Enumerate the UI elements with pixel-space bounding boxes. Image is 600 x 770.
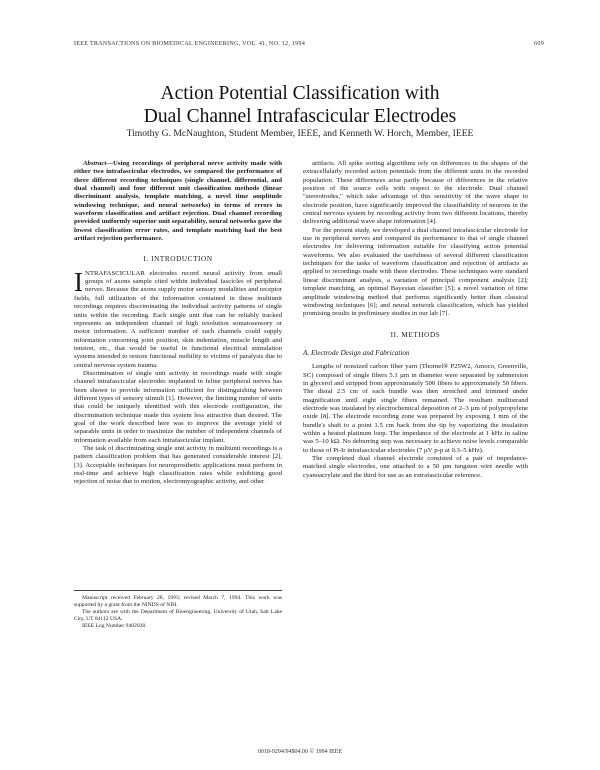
section-heading-methods: II. METHODS bbox=[390, 330, 441, 339]
left-column bbox=[74, 160, 282, 487]
intro-paragraph-1 bbox=[74, 266, 282, 370]
footnote-received: Manuscript received February 28, 1993; revised March 7, 1994. This work was supported by a grant from the NINDS of NIH. bbox=[74, 595, 282, 608]
intro-paragraph-1-text: NTRAFASCICULAR electrodes record neural activity from small groups of axons sample cited within individual fascicles of peripheral nerves. Because the axons supply motor sensory modalities and receptor fields, full utilization of the information contained in these multiunit recordings requires discriminating the individual activity patterns of single units within the recording. Each single unit that can be reliably tracked represents an independent channel of high resolution somatosensory or motor information. A sufficient number of such channels could supply information concerning joint position, skin indentation, muscle length and tension, etc., that would be useful in functional electrical stimulation systems intended to restore functional mobility to victims of paralysis due to central nervous system trauma. bbox=[74, 269, 282, 369]
page-number: 609 bbox=[534, 40, 544, 47]
section-heading-introduction: I. INTRODUCTION bbox=[143, 255, 213, 264]
intro-paragraph-2: Discrimination of single unit activity in recordings made with single channel intrafascicular electrodes implanted in feline peripheral nerves has been shown to provide information sufficient for distinguishing between different types of sensory stimuli [1]. However, the limiting number of units that could be uniquely identified with this electrode configuration, the discrimination technique made this system less attractive than desired. The goal of the work described here was to improve the average yield of separable units in order to maximize the number of independent channels of information available from each intrafascicular implant. bbox=[74, 369, 282, 444]
intro-paragraph-4: artifacts. All spike sorting algorithms rely on differences in the shapes of the extracellularly recorded action potentials from the different units in the recorded population. These differences arise partly because of differences in the relative position of the source cells with respect to the electrode. Dual channel "stereotrodes," which take advantage of this sensitivity of the wave shape to electrode position, have significantly improved the classifiability of neurons in the central nervous system by recording activity from two different locations, thereby delivering additional wave shape information [4]. bbox=[303, 160, 528, 226]
drop-cap: I bbox=[74, 266, 83, 297]
methods-paragraph-2: The completed dual channel electrode consisted of a pair of impedance-matched single electrodes, one attached to a 50 µm tungsten wire needle with cyanoacrylate and the third for use as an extrafascicular reference. bbox=[303, 455, 528, 479]
paper-title bbox=[0, 82, 600, 128]
title-line-1: Action Potential Classification with bbox=[160, 83, 440, 104]
subsection-heading-electrode-design: A. Electrode Design and Fabrication bbox=[303, 348, 410, 357]
issn-copyright-line: 0018-9294/94$04.00 © 1994 IEEE bbox=[257, 749, 343, 755]
footnote-affiliation: The authors are with the Department of Bioengineering, University of Utah, Salt Lake City, UT 84112 USA. bbox=[74, 609, 282, 622]
abstract-text: Using recordings of peripheral nerve activity made with either two intrafascicular electrodes, we compared the performance of three different recording techniques (single channel, differential, and dual channel) and four different unit classification methods (linear discriminant analysis, template matching, a novel time amplitude windowing technique, and neural networks) in terms of errors in waveform classification and artifact rejection. Dual channel recording provided uniformly superior unit separability, neural networks gave the lowest classification error rates, and template matching had the best artifact rejection performance. bbox=[74, 160, 282, 243]
abstract bbox=[74, 160, 282, 243]
footnote-log-number: IEEE Log Number 9402028. bbox=[82, 623, 147, 629]
right-column bbox=[303, 160, 528, 480]
running-head bbox=[74, 40, 544, 47]
title-line-2: Dual Channel Intrafascicular Electrodes bbox=[143, 106, 457, 127]
intro-paragraph-5: For the present study, we developed a dual channel intrafascicular electrode for use in peripheral nerves and compared its performance to that of single channel electrodes for delivering information suitable for classifying action potential waveforms. We also evaluated the usefulness of several different classification techniques for the tasks of waveform classification and rejection of artifacts as applied to recordings made with these electrodes. These techniques were standard linear discriminant analysis, a variation of principal component analysis [2]; template matching, an optimal Bayesian classifier [5]; a novel variation of time amplitude windowing method that performs significantly better than classical windowing techniques [6]; and neural network classification, which has yielded promising results in preliminary studies in our lab [7]. bbox=[303, 226, 528, 318]
abstract-label: Abstract— bbox=[83, 160, 114, 167]
author-line: Timothy G. McNaughton, Student Member, IEEE, and Kenneth W. Horch, Member, IEEE bbox=[126, 128, 474, 139]
methods-paragraph-1: Lengths of nonsized carbon fiber yarn (Thornel® P25W2, Amoco, Greenville, SC) composed of single fibers 5.1 µm in diameter were separated by submersion in glycerol and stripped from approximately 500 fibers to approximately 50 fibers. The distal 2.5 cm of each bundle was then stretched and trimmed under magnification until eight single fibers remained. The resultant multistrand electrode was insulated by electrochemical deposition of 2–3 µm of polypropylene oxide [8]. The electrode recording zone was prepared by exposing 1 mm of the bundle's shaft to a point 1.5 cm back from the tip by vaporizing the insulation within a heated platinum loop. The impedance of the electrode at 1 kHz in saline was 5–10 kΩ. No deburring step was necessary to achieve noise levels comparable to those of Pt-Ir intrafascicular electrodes (7 µV p-p at 0.3–5 kHz). bbox=[303, 363, 528, 454]
footnote bbox=[74, 590, 282, 630]
intro-paragraph-3: The task of discriminating single unit activity in multiunit recordings is a pattern classification problem that has generated considerable interest [2], [3]. Acceptable techniques for neuroprosthetic applications must perform in real-time and achieve high classification rates while exhibiting good rejection of noise due to motion, electromyographic activity, and other bbox=[74, 445, 282, 486]
running-head-text: IEEE TRANSACTIONS ON BIOMEDICAL ENGINEERING, VOL. 41, NO. 12, 1994 bbox=[74, 40, 306, 47]
